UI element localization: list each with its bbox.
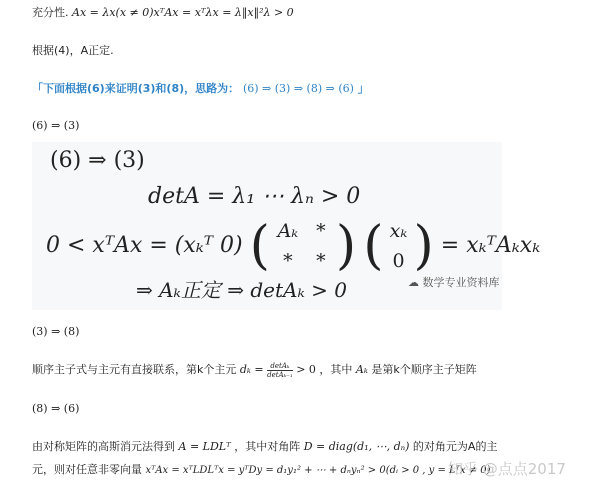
sufficiency-label: 充分性. — [32, 6, 72, 19]
proof-outline-line — [32, 80, 369, 96]
section-8-to-6: (8) ⇒ (6) — [32, 402, 80, 415]
proof-outline-close: 」 — [357, 82, 369, 95]
quadratic-expansion-line — [32, 461, 491, 477]
proof-outline-path: (6) ⇒ (3) ⇒ (8) ⇒ (6) — [242, 82, 354, 95]
quadratic-right: = xₖᵀAₖxₖ — [440, 233, 541, 258]
matrix-cell-ak: Aₖ — [277, 220, 299, 242]
expansion-formula: xᵀAx = xᵀLDLᵀx = yᵀDy = d₁y₁² + ⋯ + dₙyₙ² > 0(dᵢ > 0 , y = Lᵀx ≠ 0) — [145, 465, 491, 476]
positive-definite-conclusion: 根据(4)，A正定. — [32, 44, 114, 57]
ldlt-text-a: 由对称矩阵的高斯消元法得到 — [32, 440, 175, 453]
pivot-text: 顺序主子式与主元有直接联系，第k个主元 — [32, 363, 237, 376]
ldlt-text-c: 的对角元为A的主 — [412, 440, 498, 453]
leading-minor-conclusion: ⇒ Aₖ正定 ⇒ detAₖ > 0 — [136, 278, 347, 302]
matrix-cell-star: * — [316, 220, 326, 242]
panel-heading: (6) ⇒ (3) — [50, 148, 145, 173]
quadratic-left: 0 < xᵀAx = (xₖᵀ 0) — [46, 233, 243, 258]
vector-cell-xk: xₖ — [389, 220, 408, 242]
det-eigen-equation: detA = λ₁ ⋯ λₙ > 0 — [148, 184, 361, 209]
diag-formula: D = diag(d₁, ⋯, dₙ) — [303, 440, 410, 453]
quadratic-form-equation — [46, 216, 540, 276]
panel-watermark-text: 数学专业资料库 — [422, 276, 500, 289]
ldlt-line — [32, 438, 497, 454]
matrix-cell-star: * — [316, 250, 326, 272]
ldlt-text-b: ，其中对角阵 — [234, 440, 301, 453]
sufficiency-line — [32, 4, 294, 20]
block-matrix: ( Aₖ * * * ) — [249, 216, 357, 276]
proof-outline-text: 「下面根据(6)来证明(3)和(8)，思路为： — [32, 82, 240, 95]
pivot-relation-line — [32, 361, 477, 379]
vector-matrix: ( xₖ 0 ) — [363, 216, 434, 276]
pivot-gt-zero: > 0 ，其中 — [296, 363, 353, 376]
expansion-text: 元，则对任意非零向量 — [32, 463, 142, 476]
pivot-fraction — [267, 362, 293, 379]
pivot-ak: Aₖ — [355, 363, 368, 376]
vector-cell-zero: 0 — [392, 250, 405, 272]
section-6-to-3: (6) ⇒ (3) — [32, 119, 80, 132]
watermark-logo-icon: ☁ — [408, 276, 419, 289]
zhihu-watermark: 知乎 @点点2017 — [448, 460, 566, 478]
pivot-tail-text: 是第k个顺序主子矩阵 — [371, 363, 477, 376]
fraction-denominator: detAₖ₋₁ — [267, 370, 293, 379]
matrix-cell-star: * — [283, 250, 293, 272]
fraction-numerator: detAₖ — [267, 362, 293, 371]
section-3-to-8: (3) ⇒ (8) — [32, 325, 80, 338]
panel-watermark — [408, 274, 500, 290]
pivot-dk: dₖ = — [239, 363, 268, 376]
sufficiency-formula: Ax = λx(x ≠ 0)xᵀAx = xᵀλx = λ‖x‖²λ > 0 — [72, 6, 294, 19]
ldlt-formula: A = LDLᵀ — [178, 440, 231, 453]
